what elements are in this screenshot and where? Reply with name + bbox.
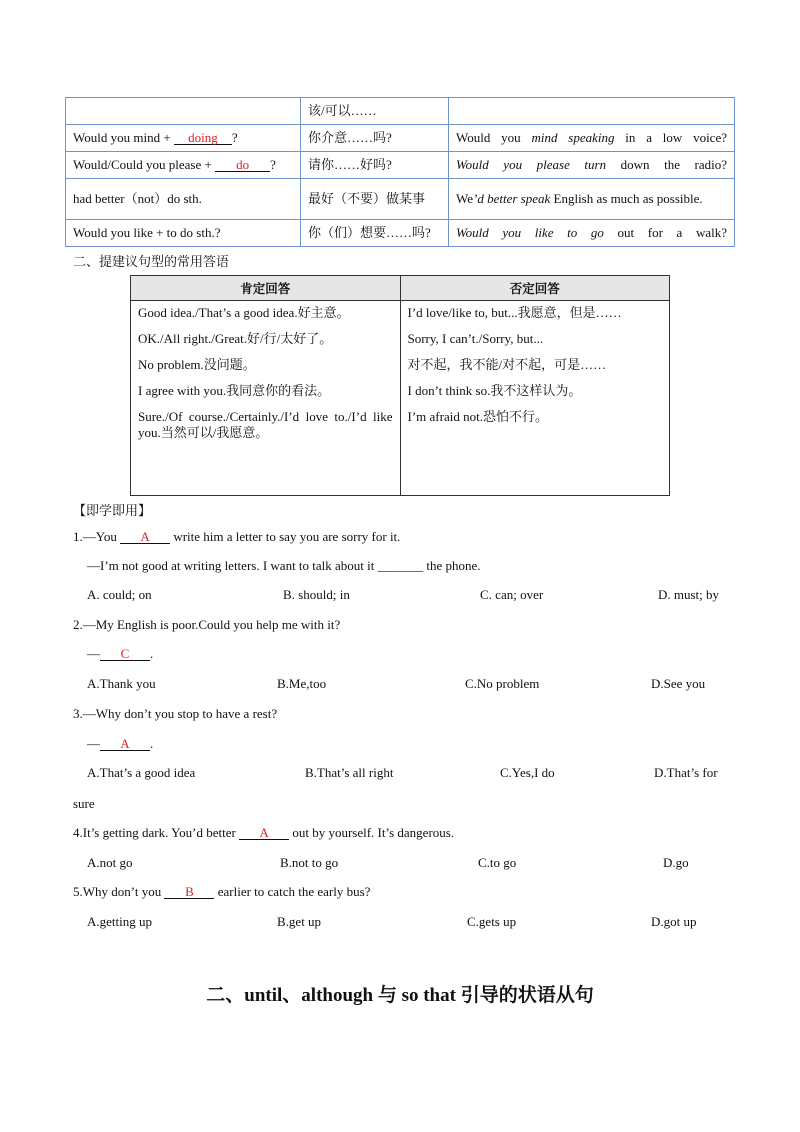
question-text: 1.—You — [73, 529, 121, 544]
reply-text: . — [150, 736, 154, 751]
sentence-pattern-table — [65, 97, 735, 247]
header-positive: 肯定回答 — [131, 276, 401, 301]
option-b: B.get up — [277, 914, 322, 929]
list-item: No problem.没问题。 — [138, 357, 256, 372]
list-item: Sure./Of course./Certainly./I’d love to./I’d like you.当然可以/我愿意。 — [138, 409, 393, 440]
option-c: C.gets up — [467, 914, 517, 929]
question-2-reply — [87, 646, 153, 662]
reply-text: — — [87, 736, 100, 751]
list-item: Good idea./That’s a good idea.好主意。 — [138, 305, 350, 320]
question-text: out by yourself. It’s dangerous. — [289, 825, 455, 840]
table-cell — [449, 98, 735, 125]
list-item: I’d love/like to, but...我愿意，但是…… — [407, 305, 622, 320]
answer-blank: A — [120, 530, 170, 544]
table-cell — [449, 179, 735, 220]
example-text: We — [456, 191, 473, 206]
option-c: C.to go — [478, 855, 517, 870]
question-text: earlier to catch the early bus? — [214, 884, 371, 899]
negative-replies — [400, 301, 670, 496]
section-heading: 二、until、although 与 so that 引导的状语从句 — [206, 985, 594, 1006]
table-cell: Would you like + to do sth.? — [66, 220, 301, 247]
table-cell — [449, 152, 735, 179]
table-cell: 请你……好吗? — [301, 152, 449, 179]
option-a: A.Thank you — [87, 676, 156, 691]
table-row — [66, 125, 735, 152]
option-b: B.Me,too — [277, 676, 327, 691]
answer-blank: A — [239, 826, 289, 840]
list-item: I’m afraid not.恐怕不行。 — [407, 409, 548, 424]
table-cell: 你（们）想要……吗? — [301, 220, 449, 247]
example-text: in a low voice? — [614, 130, 727, 145]
pattern-text: Would/Could you please + — [73, 157, 216, 172]
pattern-text: Would you mind + — [73, 130, 174, 145]
option-a: A.That’s a good idea — [87, 765, 196, 780]
answer-blank: do — [215, 158, 270, 172]
option-b: B.That’s all right — [305, 765, 394, 780]
example-text: out for a walk? — [603, 225, 727, 240]
question-text: 5.Why don’t you — [73, 884, 165, 899]
reply-table — [130, 275, 670, 496]
table-row — [66, 98, 735, 125]
section-subtitle: 二、提建议句型的常用答语 — [73, 254, 230, 269]
table-cell: 该/可以…… — [301, 98, 449, 125]
question-5-stem — [73, 884, 370, 900]
question-4-stem — [73, 825, 454, 841]
option-b: B.not to go — [280, 855, 339, 870]
table-cell — [66, 152, 301, 179]
table-cell: 你介意……吗? — [301, 125, 449, 152]
question-1-stem — [73, 529, 400, 545]
table-row — [66, 179, 735, 220]
question-text: write him a letter to say you are sorry for it. — [170, 529, 401, 544]
table-cell: 最好（不要）做某事 — [301, 179, 449, 220]
question-2-stem: 2.—My English is poor.Could you help me with it? — [73, 617, 341, 632]
answer-blank: doing — [174, 131, 232, 145]
answer-blank: C — [100, 647, 150, 661]
answer-blank: B — [164, 885, 214, 899]
positive-replies — [131, 301, 401, 496]
list-item: I don’t think so.我不这样认为。 — [407, 383, 582, 398]
table-row — [66, 220, 735, 247]
example-text: English as much as possible. — [550, 191, 703, 206]
option-a: A. could; on — [87, 587, 152, 602]
example-emphasis: ’d better speak — [473, 191, 551, 206]
example-text: down the radio? — [606, 157, 727, 172]
option-d: D.got up — [651, 914, 697, 929]
option-d-wrap: sure — [73, 796, 95, 811]
list-item: 对不起，我不能/对不起，可是…… — [407, 357, 607, 372]
option-d: D.That’s for — [654, 765, 718, 780]
question-3-stem: 3.—Why don’t you stop to have a rest? — [73, 706, 278, 721]
table-cell — [449, 125, 735, 152]
option-a: A.not go — [87, 855, 133, 870]
header-negative: 否定回答 — [400, 276, 670, 301]
list-item: Sorry, I can’t./Sorry, but... — [407, 331, 544, 346]
table-row — [131, 301, 670, 496]
option-d: D.go — [663, 855, 689, 870]
pattern-text: ? — [270, 157, 276, 172]
answer-blank: A — [100, 737, 150, 751]
practice-title: 【即学即用】 — [73, 503, 152, 518]
example-emphasis: Would you please turn — [456, 157, 607, 172]
option-c: C.Yes,I do — [500, 765, 555, 780]
list-item: OK./All right./Great.好/行/太好了。 — [138, 331, 333, 346]
question-3-reply — [87, 736, 153, 752]
example-text: Would you — [456, 130, 532, 145]
table-cell: had better（not）do sth. — [66, 179, 301, 220]
reply-text: . — [150, 646, 154, 661]
example-emphasis: Would you like to go — [456, 225, 604, 240]
option-b: B. should; in — [283, 587, 350, 602]
table-cell — [66, 98, 301, 125]
example-emphasis: mind speaking — [531, 130, 615, 145]
reply-text: — — [87, 646, 100, 661]
table-header-row — [131, 276, 670, 301]
option-d: D.See you — [651, 676, 706, 691]
question-text: 4.It’s getting dark. You’d better — [73, 825, 240, 840]
table-cell — [66, 125, 301, 152]
option-d: D. must; by — [658, 587, 720, 602]
list-item: I agree with you.我同意你的看法。 — [138, 383, 331, 398]
option-c: C. can; over — [480, 587, 544, 602]
question-1-line2: —I’m not good at writing letters. I want to talk about it _______ the phone. — [87, 558, 481, 573]
table-cell — [449, 220, 735, 247]
pattern-text: ? — [231, 130, 238, 145]
option-a: A.getting up — [87, 914, 152, 929]
table-row — [66, 152, 735, 179]
option-c: C.No problem — [465, 676, 540, 691]
